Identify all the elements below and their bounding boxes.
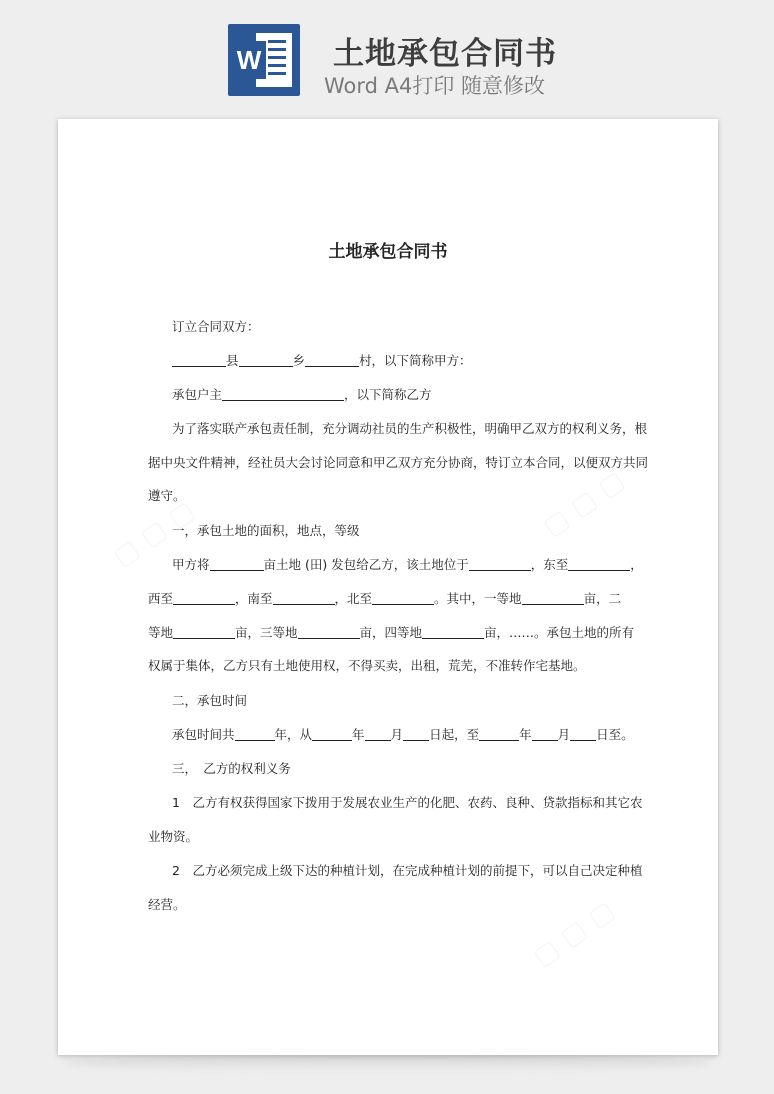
party-a-line	[172, 344, 655, 377]
party-b-suffix: ，以下简称乙方	[344, 387, 432, 402]
item-1-line-2: 业物资。	[148, 829, 199, 844]
section-2-heading: 二，承包时间	[172, 693, 248, 708]
document-page	[58, 119, 718, 1055]
item-1-line-1: 1 乙方有权获得国家下拨用于发展农业生产的化肥、农药、良种、贷款指标和其它农	[172, 795, 643, 810]
blank-field[interactable]	[532, 726, 558, 741]
blank-field[interactable]	[568, 556, 630, 571]
blank-field[interactable]	[239, 352, 293, 367]
blank-field[interactable]	[173, 624, 235, 639]
paper-shadow	[64, 1054, 712, 1072]
blank-field[interactable]	[222, 386, 344, 401]
header-title: 土地承包合同书	[333, 36, 557, 72]
section-1-heading: 一，承包土地的面积，地点，等级	[172, 523, 360, 538]
section-2-line: 承包时间共 年，从 年 月 日起，至 年 月 日至。	[172, 727, 634, 742]
section-1-line-2: 西至 ，南至 ，北至 。其中，一等地 亩，二	[148, 591, 622, 606]
blank-field[interactable]	[479, 726, 519, 741]
blank-field[interactable]	[312, 726, 352, 741]
county-label: 县	[226, 353, 239, 368]
village-label: 村，以下简称甲方：	[359, 353, 472, 368]
section-1-line-1: 甲方将 亩土地 (田) 发包给乙方，该土地位于 ，东至 ，	[172, 557, 643, 572]
blank-field[interactable]	[305, 352, 359, 367]
preamble-line-1: 为了落实联产承包责任制，充分调动社员的生产积极性，明确甲乙双方的权利义务，根	[172, 421, 648, 436]
header-subtitle: Word A4打印 随意修改	[324, 74, 546, 98]
blank-field[interactable]	[422, 624, 484, 639]
item-2-line-2: 经营。	[148, 897, 186, 912]
blank-field[interactable]	[403, 726, 429, 741]
blank-field[interactable]	[372, 590, 434, 605]
blank-field[interactable]	[210, 556, 264, 571]
blank-field[interactable]	[273, 590, 335, 605]
item-2-line-1: 2 乙方必须完成上级下达的种植计划，在完成种植计划的前提下，可以自己决定种植	[172, 863, 643, 878]
party-b-line	[172, 378, 655, 411]
word-icon-letter: W	[232, 41, 266, 79]
party-intro: 订立合同双方：	[172, 319, 260, 334]
blank-field[interactable]	[522, 590, 584, 605]
blank-field[interactable]	[235, 726, 275, 741]
section-1-line-4: 权属于集体，乙方只有土地使用权，不得买卖，出租，荒芜，不准转作宅基地。	[148, 658, 586, 673]
word-icon	[228, 24, 300, 96]
document-title: 土地承包合同书	[328, 242, 448, 262]
blank-field[interactable]	[298, 624, 360, 639]
blank-field[interactable]	[469, 556, 531, 571]
party-b-prefix: 承包户主	[172, 387, 223, 402]
header	[0, 0, 774, 112]
section-3-heading: 三， 乙方的权利义务	[172, 761, 291, 776]
blank-field[interactable]	[570, 726, 596, 741]
blank-field[interactable]	[365, 726, 391, 741]
preamble-line-2: 据中央文件精神，经社员大会讨论同意和甲乙双方充分协商，特订立本合同，以便双方共同	[148, 455, 649, 470]
township-label: 乡	[292, 353, 306, 368]
blank-field[interactable]	[173, 590, 235, 605]
section-1-line-3: 等地 亩，三等地 亩，四等地 亩，……。承包土地的所有	[148, 625, 635, 640]
preamble-line-3: 遵守。	[148, 488, 186, 503]
blank-field[interactable]	[172, 352, 226, 367]
